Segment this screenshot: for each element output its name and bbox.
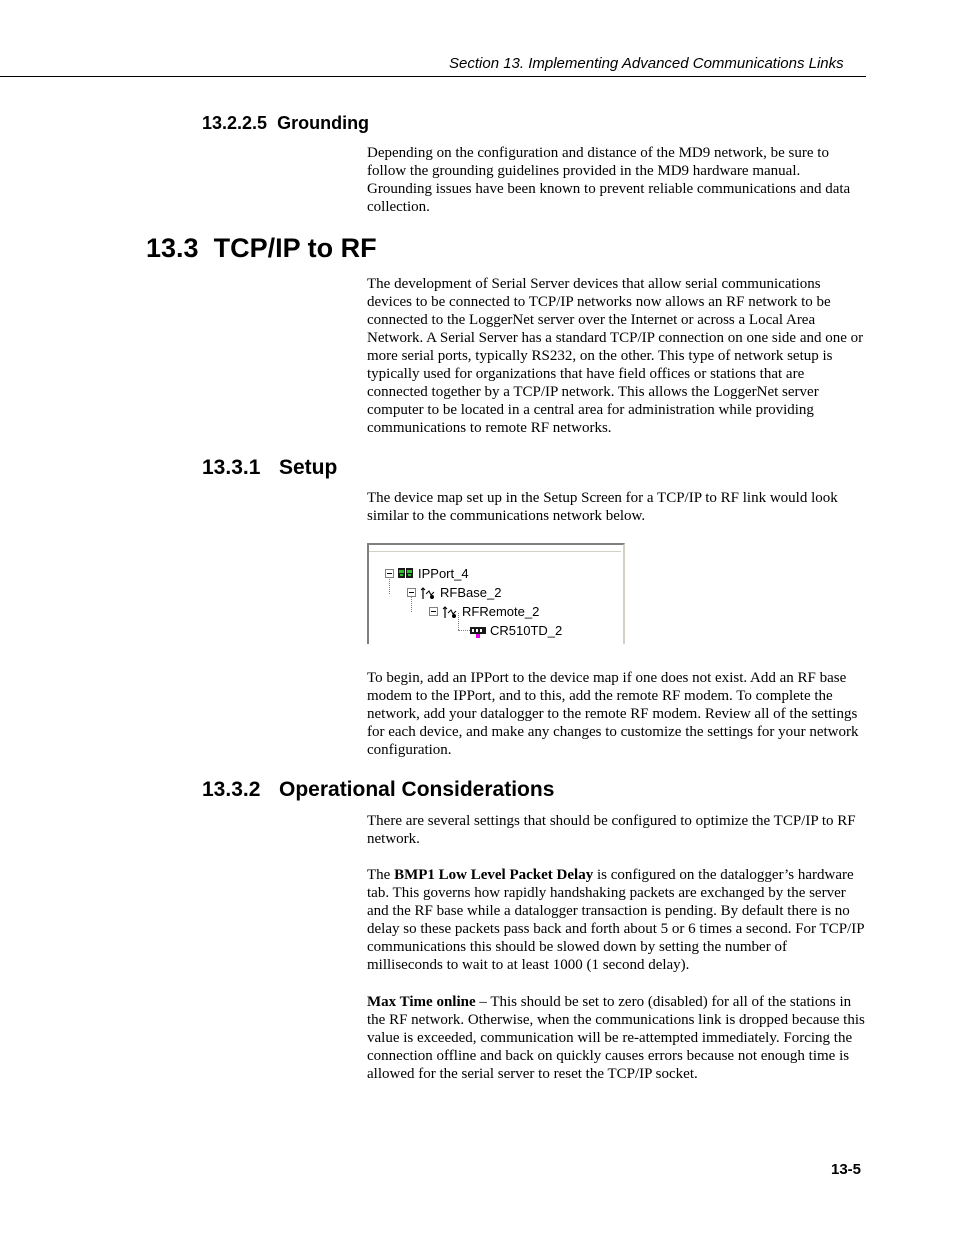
setup-paragraph-1: The device map set up in the Setup Screen for a TCP/IP to RF link would look similar to the communications network below. — [367, 490, 838, 524]
rf-modem-icon — [442, 605, 458, 617]
grounding-number: 13.2.2.5 — [202, 113, 268, 133]
running-header: Section 13. Implementing Advanced Communications Links — [449, 55, 844, 72]
datalogger-icon — [470, 624, 486, 636]
tree-node-label: IPPort_4 — [418, 565, 469, 581]
tree-node-rfbase[interactable] — [407, 584, 501, 600]
max-time-paragraph — [367, 993, 865, 1083]
tree-node-ipport[interactable] — [385, 565, 469, 581]
tree-node-label: CR510TD_2 — [490, 622, 563, 638]
setup-heading — [202, 456, 337, 480]
section-number: 13.3 — [146, 233, 199, 263]
tree-node-label: RFRemote_2 — [462, 603, 540, 619]
bmp1-paragraph — [367, 866, 865, 974]
max-time-setting-name: Max Time online — [367, 994, 476, 1010]
max-time-text: – This should be set to zero (disabled) for all of the stations in the RF network. Otherwise, when the communications link is dropped because this value is exceeded, communication will be re-attempted immediately. Forcing the connection offline and back on quickly causes errors because not enough time is allowed for the serial server to reset the TCP/IP socket. — [367, 994, 865, 1082]
operational-heading — [202, 778, 554, 802]
grounding-heading — [202, 113, 369, 134]
device-map-tree — [367, 543, 625, 644]
section-paragraph: The development of Serial Server devices that allow serial communications devices to be connected to TCP/IP networks now allows an RF network to be connected to the LoggerNet server over the Internet or across a Local Area Network. A Serial Server has a standard TCP/IP connection on one side and one or more serial ports, typically RS232, on the other. This type of network setup is typically used for organizations that have field offices or stations that are connected together by a TCP/IP network. This allows the LoggerNet server computer to be located in a central area for administration while providing communications to remote RF networks. — [367, 276, 864, 436]
operational-number: 13.3.2 — [202, 778, 261, 801]
setup-number: 13.3.1 — [202, 456, 261, 479]
setup-title: Setup — [279, 456, 338, 479]
bmp1-setting-name: BMP1 Low Level Packet Delay — [394, 867, 594, 883]
tree-node-rfremote[interactable] — [429, 603, 539, 619]
section-heading — [146, 233, 377, 264]
grounding-title: Grounding — [277, 113, 370, 133]
page-number: 13-5 — [831, 1161, 862, 1178]
tree-node-datalogger[interactable] — [470, 622, 562, 638]
tree-node-label: RFBase_2 — [440, 584, 502, 600]
collapse-icon[interactable] — [385, 569, 394, 578]
grounding-paragraph: Depending on the configuration and distance of the MD9 network, be sure to follow the grounding guidelines provided in the MD9 hardware manual. Grounding issues have been known to prevent reliable communications and data collection. — [367, 145, 851, 215]
ipport-icon — [398, 567, 414, 579]
operational-title: Operational Considerations — [279, 778, 555, 801]
collapse-icon[interactable] — [429, 607, 438, 616]
setup-paragraph-2: To begin, add an IPPort to the device map if one does not exist. Add an RF base modem to the IPPort, and to this, add the remote RF modem. To complete the network, add your datalogger to the remote RF modem. Review all of the settings for each device, and make any changes to customize the settings for your network configuration. — [367, 670, 859, 758]
bmp1-text: is configured on the datalogger’s hardware tab. This governs how rapidly handshaking packets are exchanged by the server and the RF base while a datalogger transaction is pending. By default there is no delay so these packets pass back and forth about 5 or 6 times a second. For TCP/IP communications this should be slowed down by setting the number of milliseconds to wait to at least 1000 (1 second delay). — [367, 867, 864, 973]
bmp1-prefix: The — [367, 867, 395, 883]
rf-modem-icon — [420, 586, 436, 598]
operational-intro: There are several settings that should be configured to optimize the TCP/IP to RF network. — [367, 813, 856, 847]
collapse-icon[interactable] — [407, 588, 416, 597]
header-rule — [0, 76, 866, 77]
section-title: TCP/IP to RF — [213, 233, 377, 263]
